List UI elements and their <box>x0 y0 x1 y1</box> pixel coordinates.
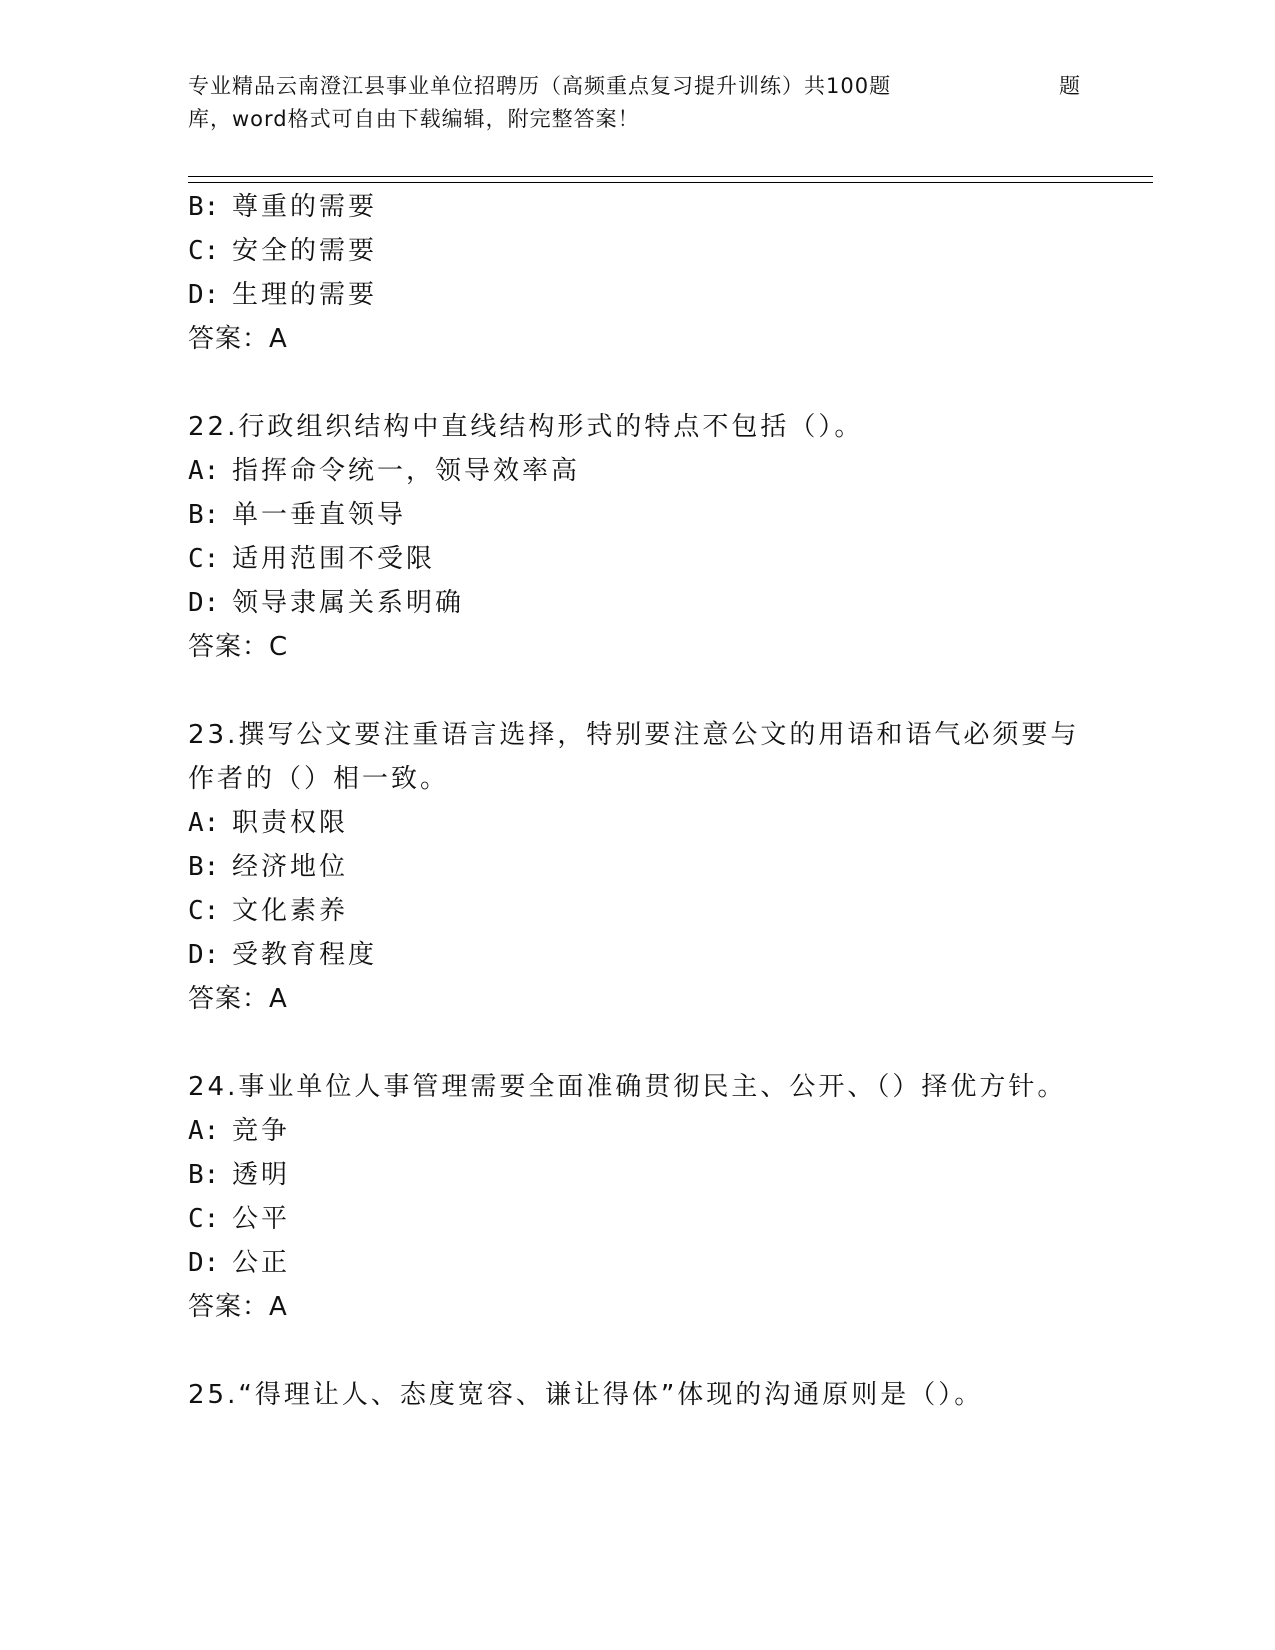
option-a <box>188 454 580 488</box>
option-c <box>188 542 435 576</box>
option-text: 尊重的需要 <box>232 192 378 222</box>
header-divider-top <box>188 176 1153 177</box>
option-key: C: <box>188 544 220 574</box>
option-key: B: <box>188 500 220 530</box>
option-a <box>188 806 348 840</box>
header-title-line2: 库，word格式可自由下载编辑，附完整答案！ <box>188 107 640 131</box>
option-d <box>188 278 377 312</box>
answer-line: 答案：A <box>188 324 288 354</box>
option-key: A: <box>188 456 220 486</box>
option-text: 经济地位 <box>232 852 349 882</box>
option-b <box>188 850 348 884</box>
option-key: D: <box>188 940 220 970</box>
option-text: 透明 <box>232 1160 291 1190</box>
option-a <box>188 1114 290 1148</box>
option-key: D: <box>188 588 220 618</box>
option-text: 公平 <box>232 1204 291 1234</box>
option-key: A: <box>188 1116 220 1146</box>
question-stem: 25.“得理让人、态度宽容、谦让得体”体现的沟通原则是（）。 <box>188 1380 984 1410</box>
option-c <box>188 894 348 928</box>
option-text: 适用范围不受限 <box>232 544 436 574</box>
header-divider-bottom <box>188 182 1153 183</box>
answer-line: 答案：A <box>188 1292 288 1322</box>
option-text: 生理的需要 <box>232 280 378 310</box>
option-b <box>188 190 377 224</box>
header-title-line1: 专业精品云南澄江县事业单位招聘历（高频重点复习提升训练）共100题 <box>188 74 892 98</box>
header-title-trail: 题 <box>1059 74 1081 98</box>
question-stem: 22.行政组织结构中直线结构形式的特点不包括（）。 <box>188 412 864 442</box>
option-b <box>188 498 406 532</box>
option-text: 安全的需要 <box>232 236 378 266</box>
option-text: 指挥命令统一，领导效率高 <box>232 456 581 486</box>
option-c <box>188 234 377 268</box>
option-text: 单一垂直领导 <box>232 500 407 530</box>
option-d <box>188 586 464 620</box>
answer-line: 答案：C <box>188 632 289 662</box>
answer-line: 答案：A <box>188 984 288 1014</box>
question-stem-line2: 作者的（）相一致。 <box>188 764 450 794</box>
option-text: 职责权限 <box>232 808 349 838</box>
option-key: B: <box>188 1160 220 1190</box>
option-b <box>188 1158 290 1192</box>
option-c <box>188 1202 290 1236</box>
document-header <box>188 70 1088 136</box>
option-key: C: <box>188 236 220 266</box>
option-key: C: <box>188 1204 220 1234</box>
option-d <box>188 1246 290 1280</box>
option-key: D: <box>188 280 220 310</box>
option-key: B: <box>188 192 220 222</box>
option-text: 领导隶属关系明确 <box>232 588 465 618</box>
question-stem-line1: 23.撰写公文要注重语言选择，特别要注意公文的用语和语气必须要与 <box>188 720 1080 750</box>
option-text: 文化素养 <box>232 896 349 926</box>
option-text: 公正 <box>232 1248 291 1278</box>
question-stem: 24.事业单位人事管理需要全面准确贯彻民主、公开、（）择优方针。 <box>188 1072 1067 1102</box>
option-key: A: <box>188 808 220 838</box>
option-text: 受教育程度 <box>232 940 378 970</box>
option-text: 竞争 <box>232 1116 291 1146</box>
option-key: D: <box>188 1248 220 1278</box>
option-key: B: <box>188 852 220 882</box>
option-d <box>188 938 377 972</box>
option-key: C: <box>188 896 220 926</box>
